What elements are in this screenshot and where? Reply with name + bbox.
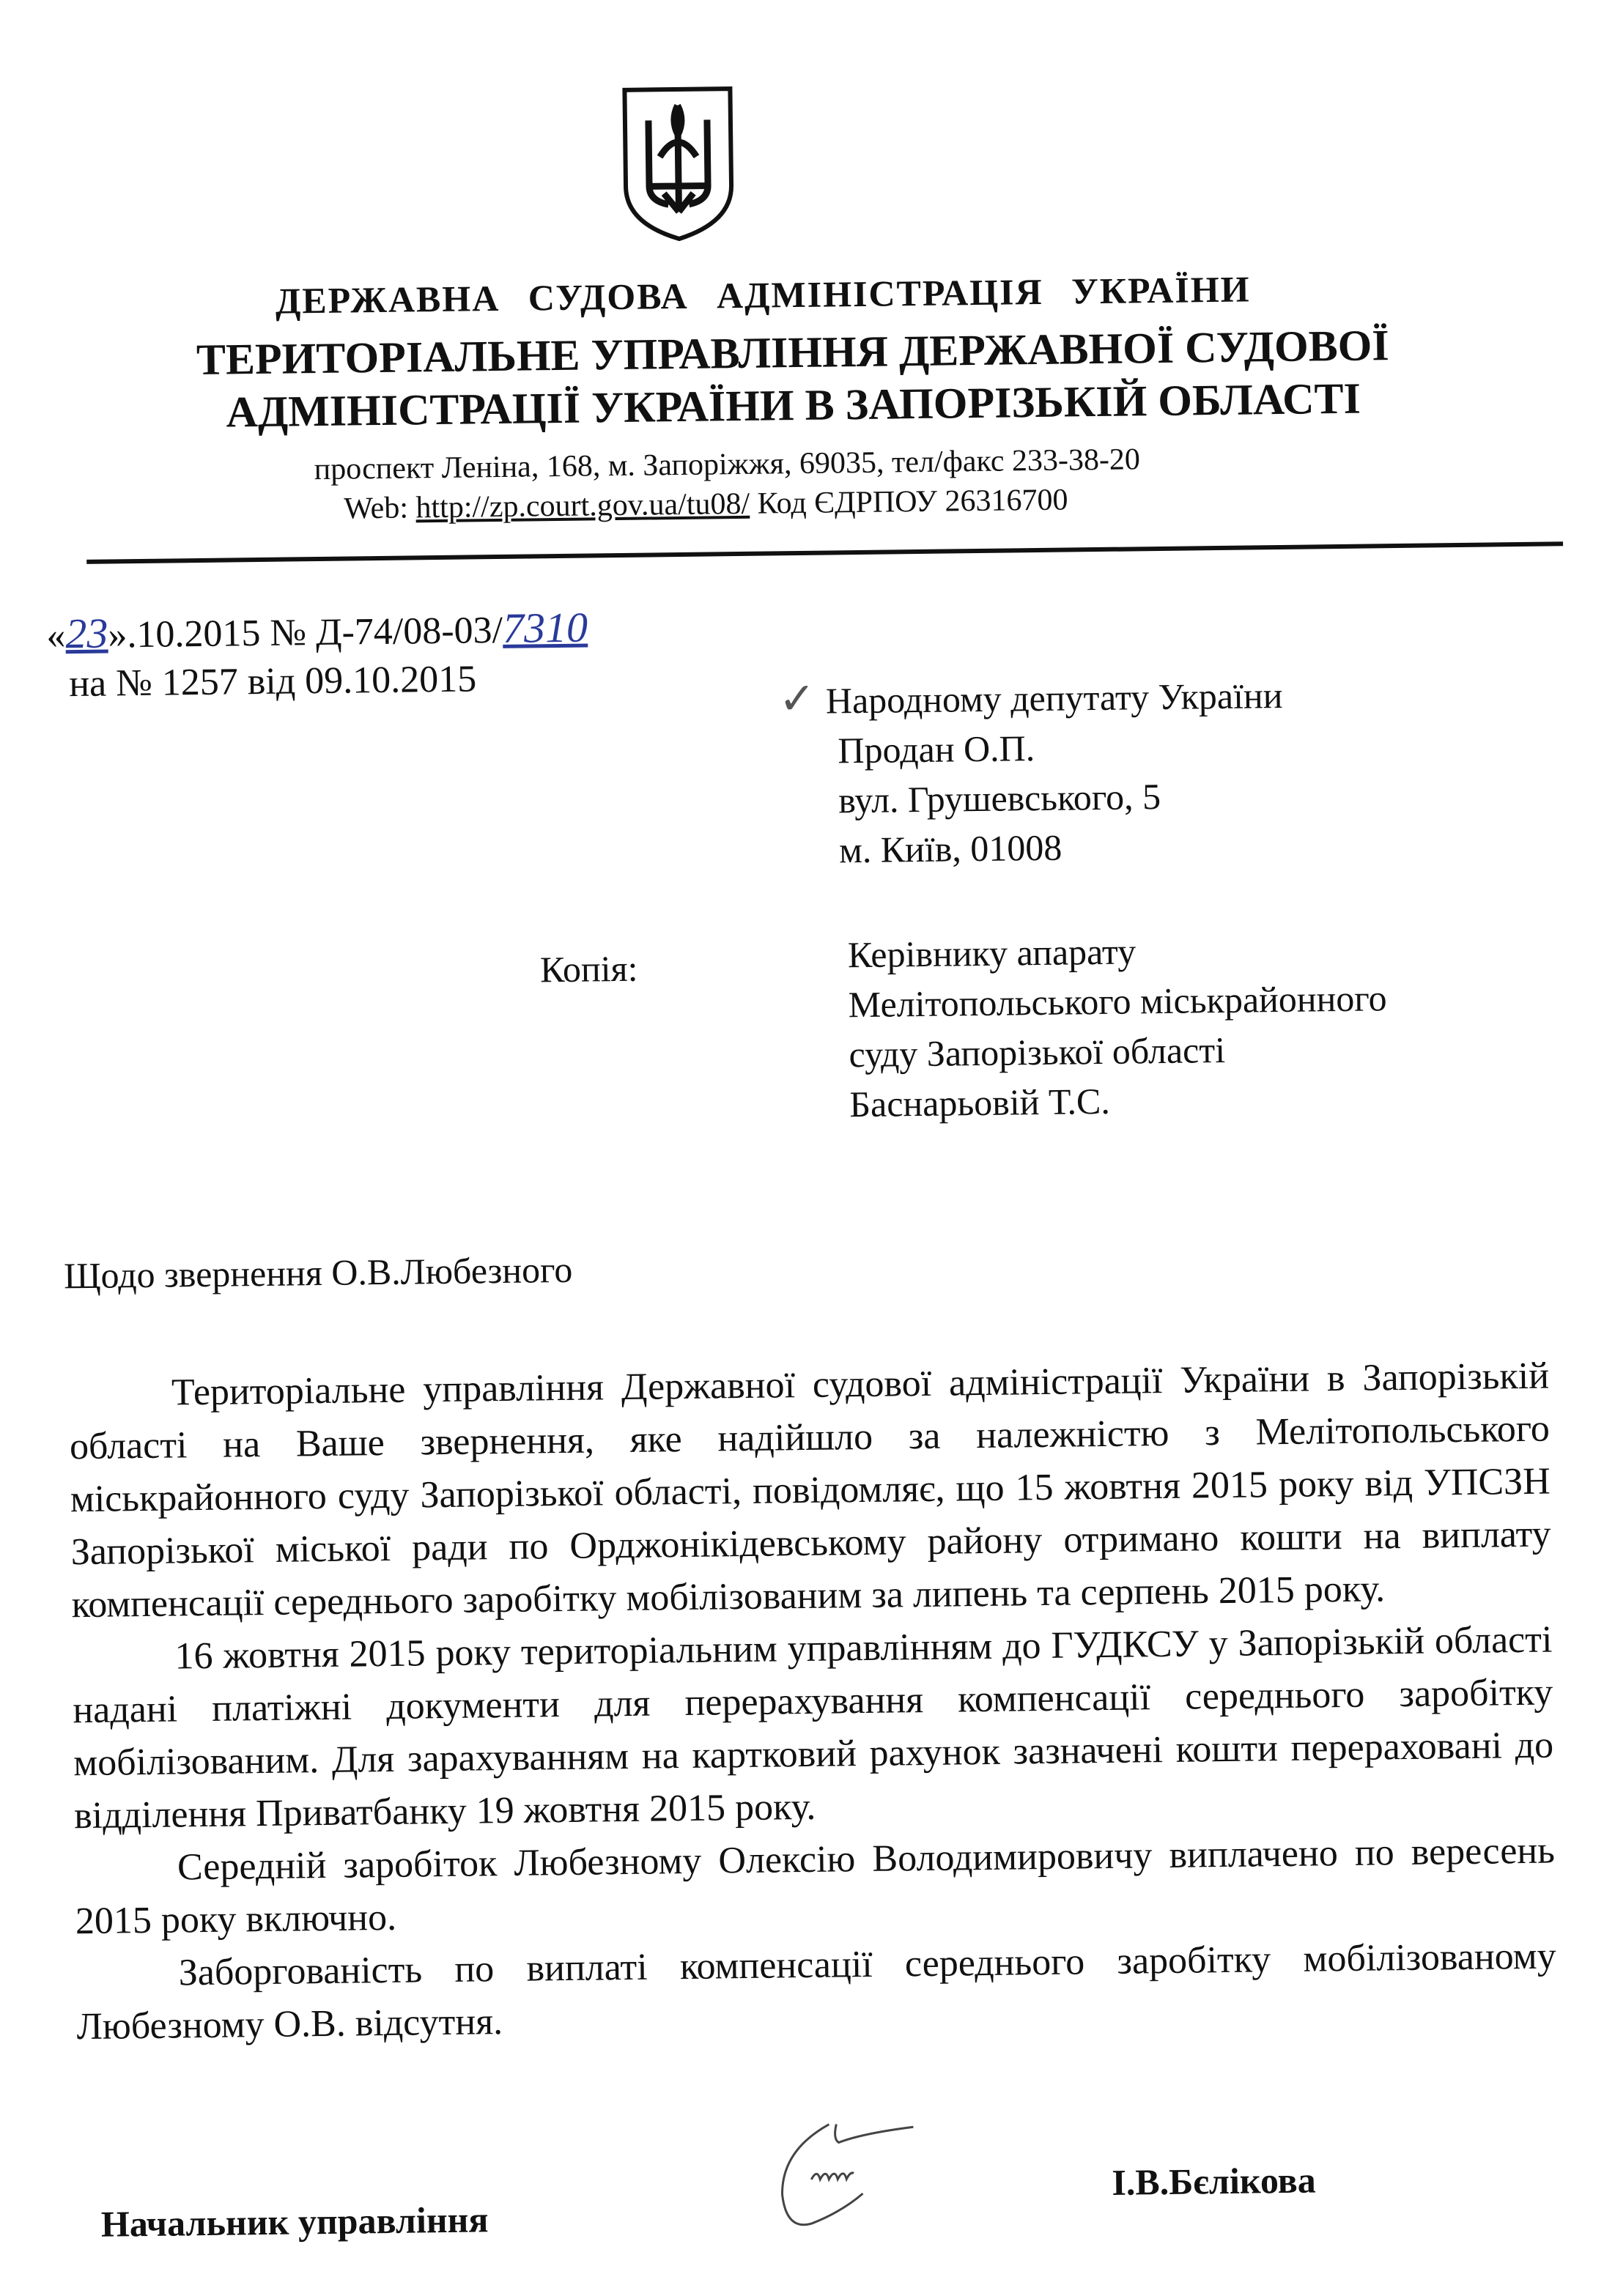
checkmark-icon: ✓ bbox=[778, 674, 816, 724]
body-paragraph: Середній заробіток Любезному Олексію Володимировичу виплачено по вересень 2015 року включно. bbox=[75, 1829, 1556, 1943]
recipient-title: Народному депутату України bbox=[825, 674, 1283, 722]
copy-line: Керівнику апарату bbox=[847, 930, 1137, 976]
office-address: проспект Леніна, 168, м. Запоріжжя, 69035, тел/факс 233-38-20 bbox=[314, 442, 1141, 487]
reference-block bbox=[46, 604, 588, 709]
copy-label: Копія: bbox=[539, 947, 638, 990]
letter-body bbox=[69, 1350, 1557, 2054]
web-link[interactable]: http://zp.court.gov.ua/tu08/ bbox=[415, 486, 750, 525]
web-label: Web: bbox=[344, 491, 416, 526]
coat-of-arms-icon bbox=[618, 83, 738, 245]
reference-number: ».10.2015 № Д-74/08-03/ bbox=[108, 609, 503, 656]
copy-line: суду Запорізької області bbox=[849, 1029, 1226, 1075]
signatory-position: Начальник управління bbox=[100, 2199, 489, 2245]
copy-line: Баснарьовій Т.С. bbox=[849, 1080, 1111, 1125]
office-title-line2: АДМІНІСТРАЦІЇ УКРАЇНИ В ЗАПОРІЗЬКІЙ ОБЛАСТІ bbox=[226, 374, 1361, 437]
handwritten-signature bbox=[766, 2119, 1017, 2232]
edrpou-code: Код ЄДРПОУ 26316700 bbox=[749, 483, 1068, 521]
handwritten-day: 23 bbox=[65, 609, 108, 658]
copy-recipient-block bbox=[847, 923, 1388, 1129]
recipient-line: вул. Грушевського, 5 bbox=[838, 775, 1161, 821]
header-divider bbox=[86, 541, 1563, 564]
open-quote: « bbox=[46, 615, 66, 657]
recipient-line: Продан О.П. bbox=[838, 727, 1035, 771]
recipient-line: м. Київ, 01008 bbox=[838, 826, 1062, 871]
agency-title: ДЕРЖАВНА СУДОВА АДМІНІСТРАЦІЯ УКРАЇНИ bbox=[275, 268, 1251, 322]
body-paragraph: Територіальне управління Державної судової адміністрації України в Запорізькій області на Ваше звернення, яке надійшло за належністю з Мелітопольського міськрайонного суду Запорізької області, повідомляє, що 15 жовтня 2015 року від УПСЗН Запорізької міської ради по Орджонікідевському району отримано кошти на виплату компенсації середнього заробітку мобілізованим за липень та серпень 2015 року. bbox=[69, 1355, 1551, 1626]
signatory-name: І.В.Бєлікова bbox=[1112, 2159, 1317, 2203]
body-paragraph: 16 жовтня 2015 року територіальним управлінням до ГУДКСУ у Запорізькій області надані платіжні документи для перерахування компенсації середнього заробітку мобілізованим. Для зарахуванням на картковий рахунок зазначені кошти перераховані до відділення Приватбанку 19 жовтня 2015 року. bbox=[73, 1618, 1554, 1837]
recipient-line bbox=[778, 668, 1283, 726]
copy-line: Мелітопольського міськрайонного bbox=[848, 977, 1387, 1026]
outgoing-reference bbox=[46, 604, 588, 661]
office-title bbox=[63, 317, 1523, 440]
body-paragraph: Заборгованість по виплаті компенсації середнього заробітку мобілізованому Любезному О.В. відсутня. bbox=[76, 1935, 1556, 2048]
reply-to-reference: на № 1257 від 09.10.2015 bbox=[68, 658, 477, 706]
recipient-block bbox=[778, 668, 1285, 875]
subject-line: Щодо звернення О.В.Любезного bbox=[63, 1248, 573, 1297]
office-address-block bbox=[314, 440, 1141, 529]
handwritten-number: 7310 bbox=[502, 603, 588, 652]
office-title-line1: ТЕРИТОРІАЛЬНЕ УПРАВЛІННЯ ДЕРЖАВНОЇ СУДОВОЇ bbox=[196, 321, 1390, 385]
